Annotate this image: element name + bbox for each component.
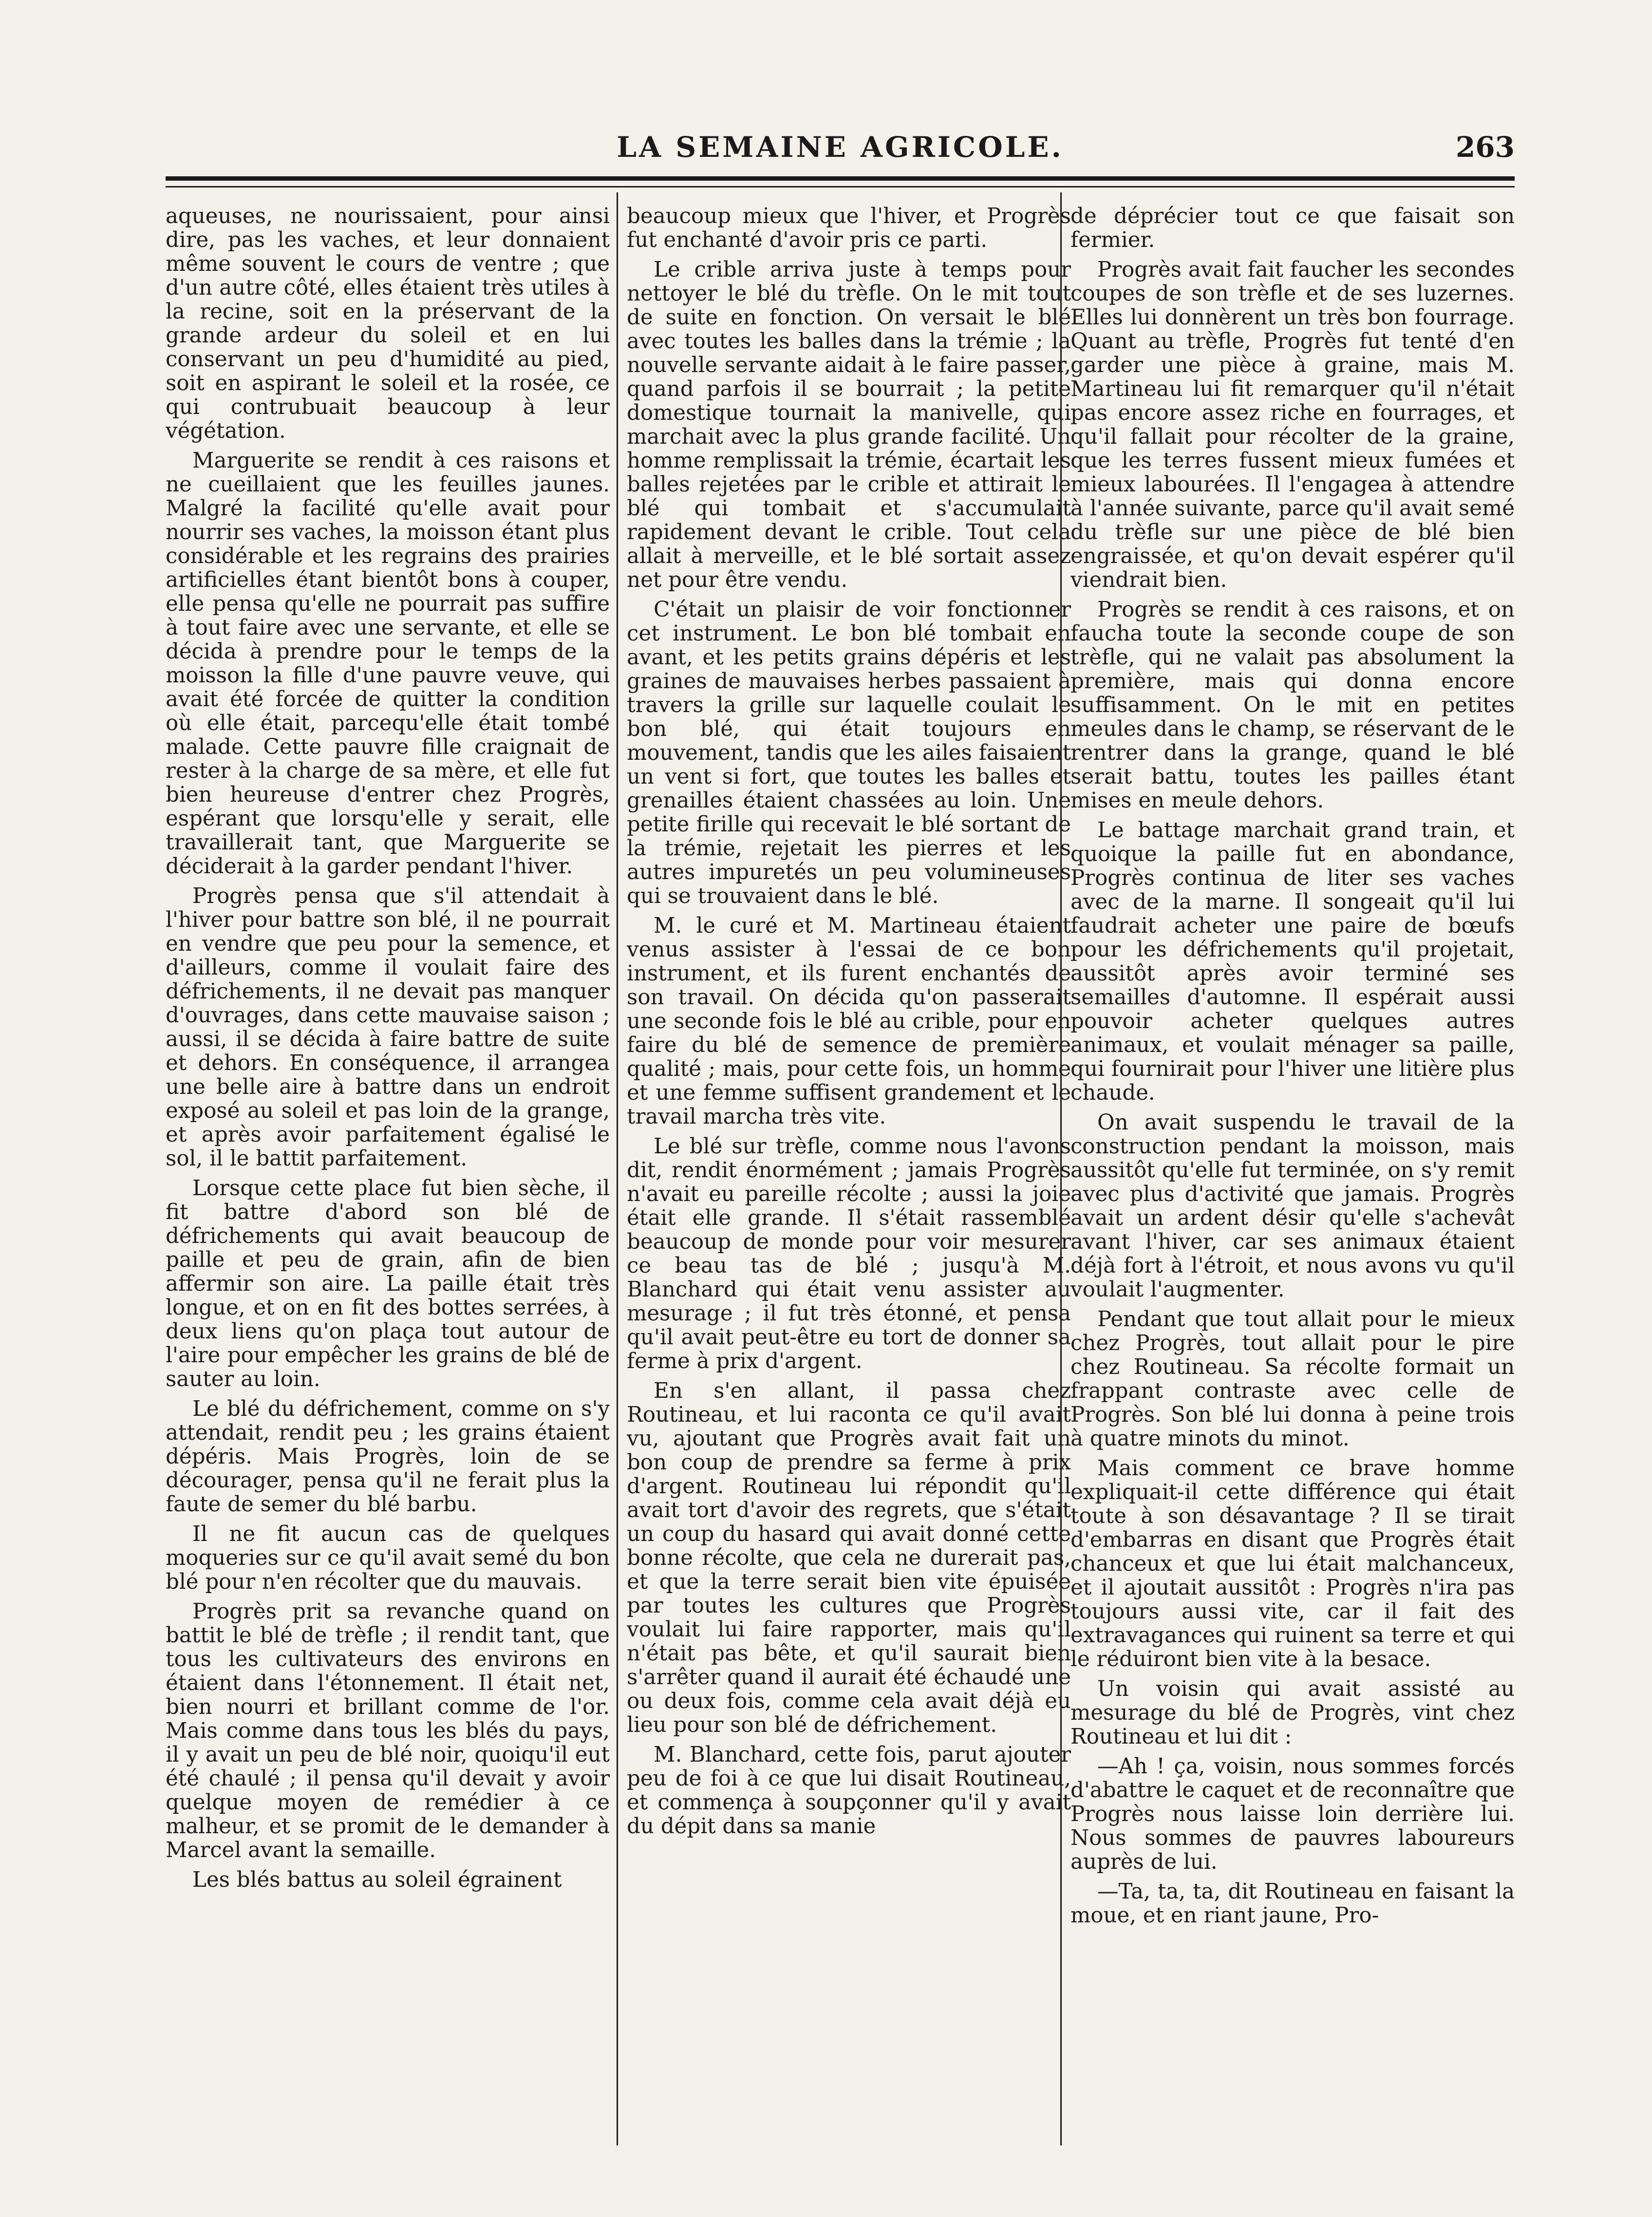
header-rule-thick (166, 176, 1515, 181)
paragraph: aqueuses, ne nourissaient, pour ainsi dire, pas les vaches, et leur donnaient même souvent le cours de ventre ; que d'un autre côté, elles étaient très utiles à la recine, soit en la préservant de la grande ardeur du soleil et en lui conservant un peu d'humidité au pied, soit en aspirant le soleil et la rosée, ce qui contrubuait beaucoup à leur végétation. (166, 205, 610, 443)
paragraph: Pendant que tout allait pour le mieux chez Progrès, tout allait pour le pire chez Routineau. Sa récolte formait un frappant contraste avec celle de Progrès. Son blé lui donna à peine trois à quatre minots du minot. (1070, 1307, 1515, 1451)
header-rule-thin (166, 186, 1515, 188)
paragraph: En s'en allant, il passa chez Routineau, et lui raconta ce qu'il avait vu, ajoutant que Progrès avait fait un bon coup de prendre sa ferme à prix d'argent. Routineau lui répondit qu'il avait tort d'avoir des regrets, que s'était un coup du hasard qui avait donné cette bonne récolte, que cela ne durerait pas, et que la terre serait bien vite épuisée par toutes les cultures que Progrès voulait lui faire rapporter, mais qu'il n'était pas bête, et qu'il saurait bien s'arrêter quand il aurait été échaudé une ou deux fois, comme cela avait déjà eu lieu pour son blé de défrichement. (627, 1379, 1071, 1737)
paragraph: Lorsque cette place fut bien sèche, il fit battre d'abord son blé de défrichements qui avait beaucoup de paille et peu de grain, afin de bien affermir son aire. La paille était très longue, et on en fit des bottes serrées, à deux liens qu'on plaça tout autour de l'aire pour empêcher les grains de blé de sauter au loin. (166, 1176, 610, 1391)
paragraph: Progrès prit sa revanche quand on battit le blé de trèfle ; il rendit tant, que tous les cultivateurs des environs en étaient dans l'étonnement. Il était net, bien nourri et brillant comme de l'or. Mais comme dans tous les blés du pays, il y avait un peu de blé noir, quoiqu'il eut été chaulé ; il pensa qu'il devait y avoir quelque moyen de remédier à ce malheur, et se promit de le demander à Marcel avant la semaille. (166, 1599, 610, 1862)
paragraph: C'était un plaisir de voir fonctionner cet instrument. Le bon blé tombait en avant, et les petits grains dépéris et les graines de mauvaises herbes passaient à travers la grille sur laquelle coulait le bon blé, qui était toujours en mouvement, tandis que les ailes faisaient un vent si fort, que toutes les balles et grenailles étaient chassées au loin. Une petite firille qui recevait le blé sortant de la trémie, rejetait les pierres et les autres impuretés un peu volumineuses qui se trouvaient dans le blé. (627, 598, 1071, 908)
paragraph: On avait suspendu le travail de la construction pendant la moisson, mais aussitôt qu'elle fut terminée, on s'y remit avec plus d'activité que jamais. Progrès avait un ardent désir qu'elle s'achevât avant l'hiver, car ses animaux étaient déjà fort à l'étroit, et nous avons vu qu'il voulait l'augmenter. (1070, 1110, 1515, 1302)
page-number: 263 (1455, 131, 1515, 164)
paragraph: beaucoup mieux que l'hiver, et Progrès fut enchanté d'avoir pris ce parti. (627, 205, 1071, 252)
paragraph: Le battage marchait grand train, et quoique la paille fut en abondance, Progrès continua de liter ses vaches avec de la marne. Il songeait qu'il lui faudrait acheter une paire de bœufs pour les défrichements qu'il projetait, aussitôt après avoir terminé ses semailles d'automne. Il espérait aussi pouvoir acheter quelques autres animaux, et voulait ménager sa paille, qui fournirait pour l'hiver une litière plus chaude. (1070, 818, 1515, 1105)
paragraph: Progrès pensa que s'il attendait à l'hiver pour battre son blé, il ne pourrait en vendre que peu pour la semence, et d'ailleurs, comme il voulait faire des défrichements, il ne devait pas manquer d'ouvrages, dans cette mauvaise saison ; aussi, il se décida à faire battre de suite et dehors. En conséquence, il arrangea une belle aire à battre dans un endroit exposé au soleil et pas loin de la grange, et après avoir parfaitement égalisé le sol, il le battit parfaitement. (166, 884, 610, 1171)
text-column-2 (627, 205, 1071, 2143)
text-column-3 (1070, 205, 1515, 2143)
paragraph: Les blés battus au soleil égrainent (192, 1868, 562, 1892)
paragraph: Le blé sur trèfle, comme nous l'avons dit, rendit énormément ; jamais Progrès n'avait eu pareille récolte ; aussi la joie était elle grande. Il s'était rassemblé beaucoup de monde pour voir mesurer ce beau tas de blé ; jusqu'à M. Blanchard qui était venu assister au mesurage ; il fut très étonné, et pensa qu'il avait peut-être eu tort de donner sa ferme à prix d'argent. (627, 1134, 1071, 1373)
paragraph: de déprécier tout ce que faisait son fermier. (1070, 205, 1515, 252)
paragraph: Il ne fit aucun cas de quelques moqueries sur ce qu'il avait semé du bon blé pour n'en récolter que du mauvais. (166, 1522, 610, 1594)
paragraph: —Ah ! ça, voisin, nous sommes forcés d'abattre le caquet et de reconnaître que Progrès nous laisse loin derrière lui. Nous sommes de pauvres laboureurs auprès de lui. (1070, 1754, 1515, 1874)
paragraph: Le blé du défrichement, comme on s'y attendait, rendit peu ; les grains étaient dépéris. Mais Progrès, loin de se décourager, pensa qu'il ne ferait plus la faute de semer du blé barbu. (166, 1397, 610, 1517)
paragraph: M. le curé et M. Martineau étaient venus assister à l'essai de ce bon instrument, et ils furent enchantés de son travail. On décida qu'on passerait une seconde fois le blé au crible, pour en faire du blé de semence de première qualité ; mais, pour cette fois, un homme et une femme suffisent grandement et le travail marcha très vite. (627, 914, 1071, 1129)
paragraph: Marguerite se rendit à ces raisons et ne cueillaient que les feuilles jaunes. Malgré la facilité qu'elle avait pour nourrir ses vaches, la moisson étant plus considérable et les regrains des prairies artificielles étant bientôt bons à couper, elle pensa qu'elle ne pourrait pas suffire à tout faire avec une servante, et elle se décida à prendre pour le temps de la moisson la fille d'une pauvre veuve, qui avait été forcée de quitter la condition où elle était, parcequ'elle était tombé malade. Cette pauvre fille craignait de rester à la charge de sa mère, et elle fut bien heureuse d'entrer chez Progrès, espérant que lorsqu'elle y serait, elle travaillerait tant, que Marguerite se déciderait à la garder pendant l'hiver. (166, 449, 610, 879)
publication-title: LA SEMAINE AGRICOLE. (617, 131, 1064, 164)
column-separator (617, 192, 618, 2145)
paragraph: Le crible arriva juste à temps pour nettoyer le blé du trèfle. On le mit tout de suite en fonction. On versait le blé avec toutes les balles dans la trémie ; la nouvelle servante aidait à le faire passer, quand parfois il se bourrait ; la petite domestique tournait la manivelle, qui marchait avec la plus grande facilité. Un homme remplissait la trémie, écartait les balles rejetées par le crible et attirait le blé qui tombait et s'accumulait rapidement devant le crible. Tout cela allait à merveille, et le blé sortait assez net pour être vendu. (627, 258, 1071, 592)
paragraph: M. Blanchard, cette fois, parut ajouter peu de foi à ce que lui disait Routineau, et commença à soupçonner qu'il y avait du dépit dans sa manie (627, 1743, 1071, 1839)
paragraph: Progrès avait fait faucher les secondes coupes de son trèfle et de ses luzernes. Elles lui donnèrent un très bon fourrage. Quant au trèfle, Progrès fut tenté d'en garder une pièce à graine, mais M. Martineau lui fit remarquer qu'il n'était pas encore assez riche en fourrages, et qu'il fallait pour récolter de la graine, que les terres fussent mieux fumées et mieux labourées. Il l'engagea à attendre à l'année suivante, parce qu'il avait semé du trèfle sur une pièce de blé bien engraissée, et qu'on devait espérer qu'il viendrait bien. (1070, 258, 1515, 592)
page-header (166, 128, 1515, 176)
paragraph: Un voisin qui avait assisté au mesurage du blé de Progrès, vint chez Routineau et lui dit : (1070, 1677, 1515, 1749)
text-column-1 (166, 205, 610, 2143)
paragraph: Mais comment ce brave homme expliquait-il cette différence qui était toute à son désavantage ? Il se tirait d'embarras en disant que Progrès était chanceux et que lui était malchanceux, et il ajoutait aussitôt : Progrès n'ira pas toujours aussi vite, car il fait des extravagances qui ruinent sa terre et qui le réduiront bien vite à la besace. (1070, 1456, 1515, 1672)
paragraph: —Ta, ta, ta, dit Routineau en faisant la moue, et en riant jaune, Pro- (1070, 1879, 1515, 1928)
paragraph: Progrès se rendit à ces raisons, et on faucha toute la seconde coupe de son trèfle, qui ne valait pas absolument la première, mais qui donna encore suffisamment. On le mit en petites meules dans le champ, se réservant de le rentrer dans la grange, quand le blé serait battu, toutes les pailles étant mises en meule dehors. (1070, 598, 1515, 813)
